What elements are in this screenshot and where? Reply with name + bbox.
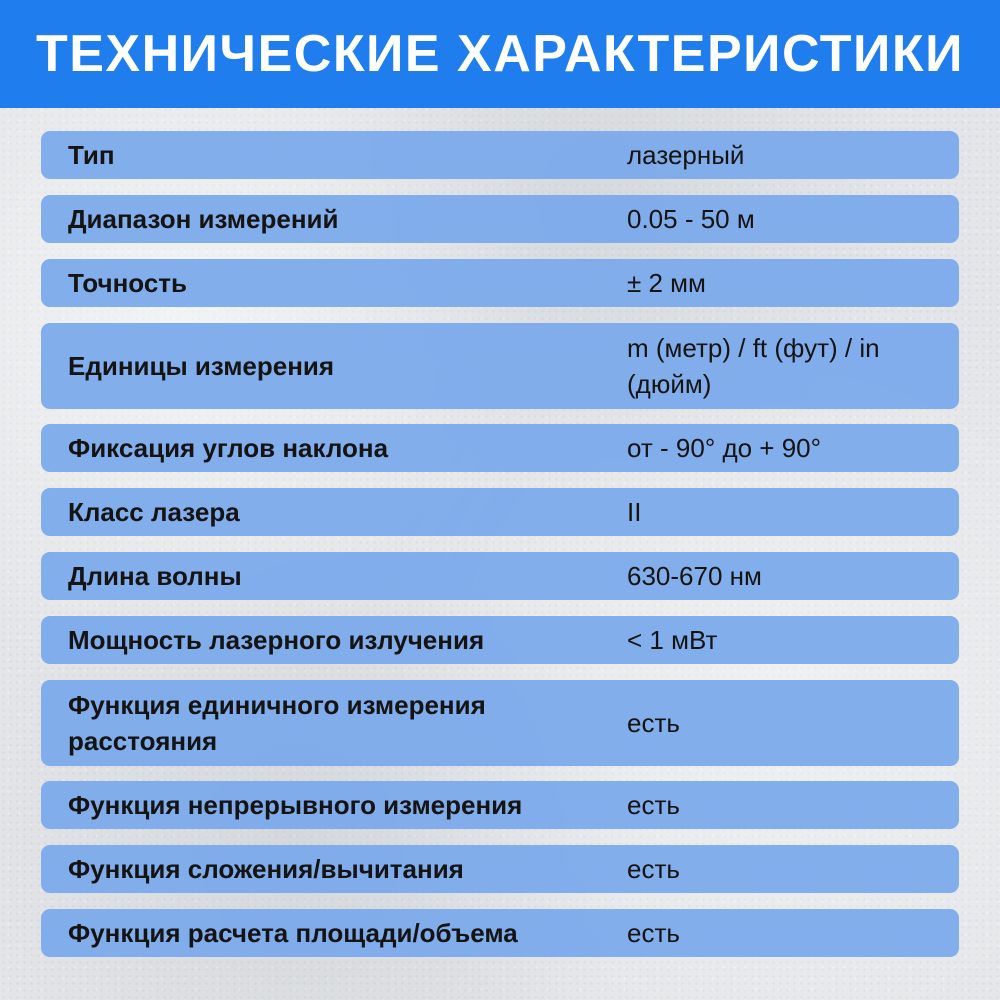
header-banner (0, 0, 1000, 108)
spec-row-single-measure (41, 680, 959, 766)
spec-label: Точность (68, 268, 187, 298)
spec-value: ± 2 мм (627, 268, 706, 298)
spec-label: Класс лазера (68, 497, 240, 527)
spec-row-laser-class (41, 488, 959, 536)
spec-label: Функция расчета площади/объема (68, 918, 518, 948)
spec-row-range (41, 195, 959, 243)
spec-value: есть (627, 790, 680, 820)
spec-label: Длина волны (68, 561, 242, 591)
spec-value: есть (627, 854, 680, 884)
spec-value: есть (627, 918, 680, 948)
spec-value: 0.05 - 50 м (627, 204, 755, 234)
spec-label: Функция единичного измерения расстояния (68, 690, 486, 756)
spec-label: Диапазон измерений (68, 204, 339, 234)
spec-value: есть (627, 708, 680, 738)
page-title: ТЕХНИЧЕСКИЕ ХАРАКТЕРИСТИКИ (35, 25, 965, 83)
spec-value: m (метр) / ft (фут) / in (дюйм) (627, 333, 880, 399)
spec-row-units (41, 323, 959, 409)
spec-row-continuous-measure (41, 781, 959, 829)
spec-row-area-volume (41, 909, 959, 957)
spec-value: лазерный (627, 140, 745, 170)
spec-value: < 1 мВт (627, 625, 718, 655)
spec-value: от - 90° до + 90° (627, 433, 822, 463)
spec-row-wavelength (41, 552, 959, 600)
spec-row-type (41, 131, 959, 179)
spec-label: Функция сложения/вычитания (68, 854, 464, 884)
spec-row-add-subtract (41, 845, 959, 893)
spec-value: 630-670 нм (627, 561, 762, 591)
spec-row-power (41, 616, 959, 664)
spec-row-tilt (41, 424, 959, 472)
spec-label: Единицы измерения (68, 351, 335, 381)
spec-row-accuracy (41, 259, 959, 307)
spec-label: Фиксация углов наклона (68, 433, 389, 463)
spec-label: Тип (68, 140, 115, 170)
spec-label: Функция непрерывного измерения (68, 790, 523, 820)
spec-value: II (627, 497, 642, 527)
spec-label: Мощность лазерного излучения (68, 625, 485, 655)
